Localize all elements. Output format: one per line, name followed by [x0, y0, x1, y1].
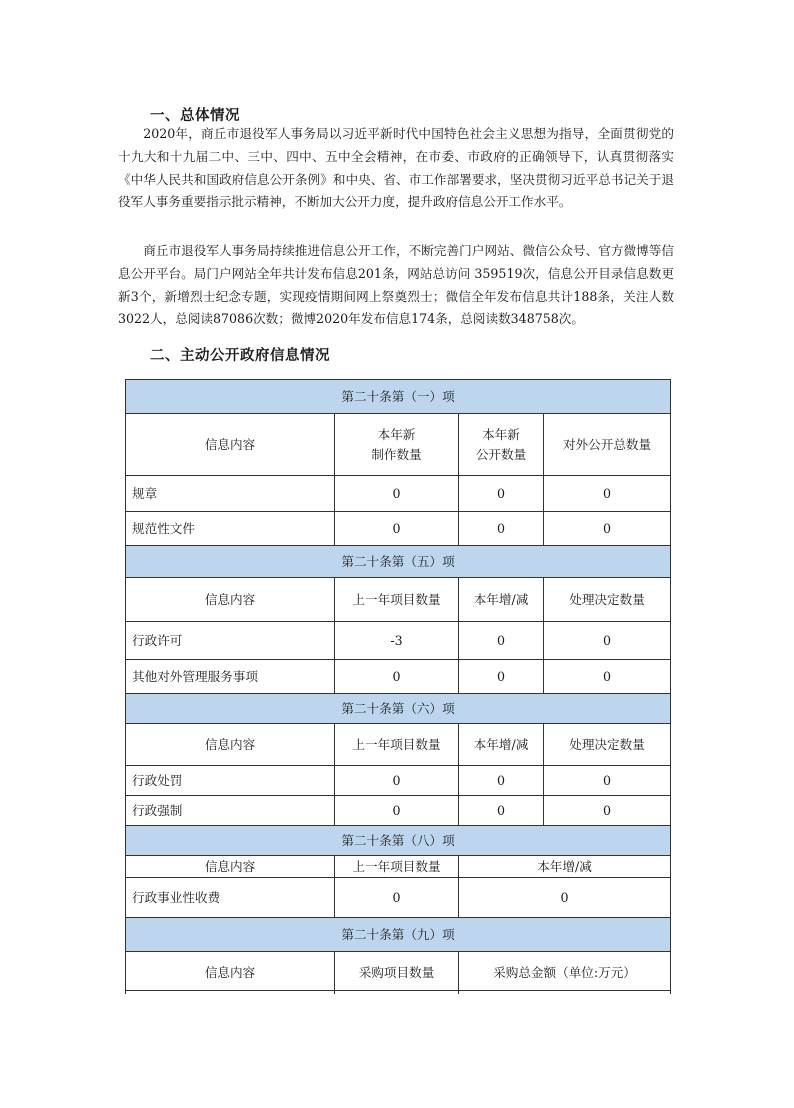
table-row — [126, 622, 671, 660]
cell-value: 0 — [335, 796, 459, 826]
section-title: 第二十条第（八）项 — [126, 826, 671, 856]
col-header-new-published: 本年新 公开数量 — [459, 414, 544, 476]
row-label: 行政事业性收费 — [126, 878, 335, 918]
table-row — [126, 660, 671, 694]
cell-value: 0 — [335, 476, 459, 512]
col-header-purchase-amount: 采购总金额（单位:万元） — [459, 952, 671, 994]
table-row — [126, 476, 671, 512]
table-header-row — [126, 414, 671, 476]
table-section-header — [126, 380, 671, 414]
cell-value: 0 — [335, 878, 459, 918]
section-title: 第二十条第（一）项 — [126, 380, 671, 414]
col-header-decisions: 处理决定数量 — [544, 578, 671, 622]
table-section-header — [126, 546, 671, 578]
disclosure-table — [125, 379, 671, 994]
cell-value: 0 — [459, 766, 544, 796]
row-label: 其他对外管理服务事项 — [126, 660, 335, 694]
cell-value: 0 — [335, 766, 459, 796]
col-header-content: 信息内容 — [126, 856, 335, 878]
table-section-header — [126, 918, 671, 952]
section-title: 第二十条第（五）项 — [126, 546, 671, 578]
table-section-header — [126, 694, 671, 724]
table-bottom-border — [125, 990, 670, 991]
section-heading-overview: 一、总体情况 — [150, 108, 240, 124]
row-label: 行政处罚 — [126, 766, 335, 796]
cell-value: 0 — [544, 660, 671, 694]
cell-value: 0 — [544, 476, 671, 512]
cell-value: 0 — [459, 512, 544, 546]
cell-value: 0 — [544, 766, 671, 796]
col-header-purchase-count: 采购项目数量 — [335, 952, 459, 994]
table-header-row — [126, 578, 671, 622]
table-row — [126, 796, 671, 826]
cell-value: 0 — [544, 796, 671, 826]
table-section-header — [126, 826, 671, 856]
table-row — [126, 766, 671, 796]
col-header-content: 信息内容 — [126, 414, 335, 476]
cell-value: 0 — [459, 660, 544, 694]
cell-value: 0 — [335, 660, 459, 694]
cell-value: 0 — [459, 878, 671, 918]
table-header-row — [126, 952, 671, 994]
col-header-content: 信息内容 — [126, 578, 335, 622]
table-header-row — [126, 724, 671, 766]
col-header-decisions: 处理决定数量 — [544, 724, 671, 766]
col-header-change: 本年增/减 — [459, 578, 544, 622]
section-title: 第二十条第（六）项 — [126, 694, 671, 724]
section-heading-active-disclosure: 二、主动公开政府信息情况 — [150, 348, 330, 364]
overview-paragraph-1: 2020年，商丘市退役军人事务局以习近平新时代中国特色社会主义思想为指导，全面贯彻党的十九大和十九届二中、三中、四中、五中全会精神，在市委、市政府的正确领导下，认真贯彻落实《中华人民共和国政府信息公开条例》和中央、省、市工作部署要求，坚决贯彻习近平总书记关于退役军人事务重要指示批示精神，不断加大公开力度，提升政府信息公开工作水平。 — [118, 126, 674, 210]
col-header-prev-count: 上一年项目数量 — [335, 578, 459, 622]
col-header-change: 本年增/减 — [459, 856, 671, 878]
cell-value: 0 — [544, 512, 671, 546]
col-header-total-published: 对外公开总数量 — [544, 414, 671, 476]
col-header-content: 信息内容 — [126, 724, 335, 766]
cell-value: 0 — [335, 512, 459, 546]
row-label: 行政强制 — [126, 796, 335, 826]
table-header-row — [126, 856, 671, 878]
cell-value: 0 — [459, 622, 544, 660]
cell-value: -3 — [335, 622, 459, 660]
row-label: 规范性文件 — [126, 512, 335, 546]
col-header-change: 本年增/减 — [459, 724, 544, 766]
col-header-new-made: 本年新 制作数量 — [335, 414, 459, 476]
row-label: 行政许可 — [126, 622, 335, 660]
col-header-content: 信息内容 — [126, 952, 335, 994]
table-row — [126, 878, 671, 918]
cell-value: 0 — [544, 622, 671, 660]
col-header-prev-count: 上一年项目数量 — [335, 724, 459, 766]
overview-paragraph-2: 商丘市退役军人事务局持续推进信息公开工作，不断完善门户网站、微信公众号、官方微博等信息公开平台。局门户网站全年共计发布信息201条，网站总访问 359519次，信息公开目录信息数更新3个，新增烈士纪念专题，实现疫情期间网上祭奠烈士；微信全年发布信息共计188条，关注人数3022人，总阅读87086次数；微博2020年发布信息174条，总阅读数348758次。 — [118, 243, 674, 327]
col-header-prev-count: 上一年项目数量 — [335, 856, 459, 878]
row-label: 规章 — [126, 476, 335, 512]
table-row — [126, 512, 671, 546]
cell-value: 0 — [459, 476, 544, 512]
cell-value: 0 — [459, 796, 544, 826]
section-title: 第二十条第（九）项 — [126, 918, 671, 952]
